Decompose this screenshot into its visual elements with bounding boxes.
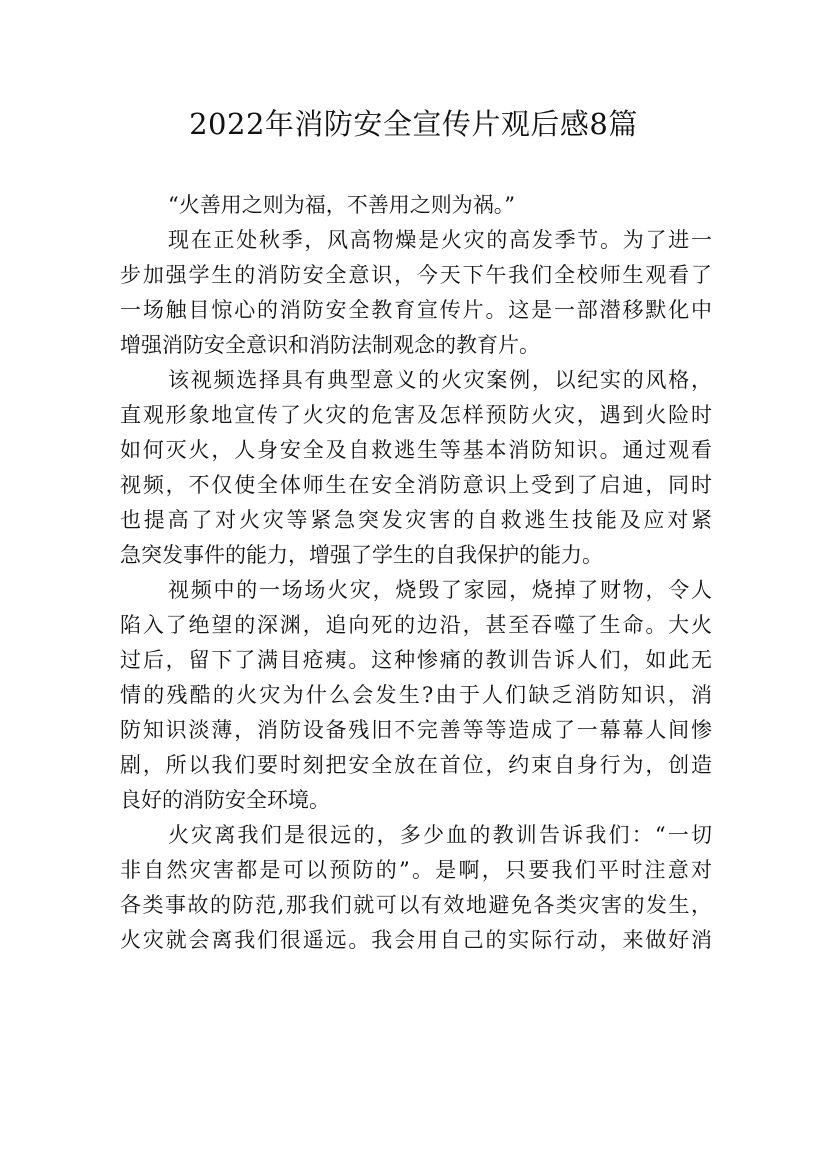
- text-line: 非自然灾害都是可以预防的”。是啊，只要我们平时注意对: [120, 858, 712, 882]
- text-line: 现在正处秋季，风高物燥是火灾的高发季节。为了进一: [168, 228, 712, 252]
- text-line: 如何灭火，人身安全及自救逃生等基本消防知识。通过观看: [120, 438, 712, 462]
- text-line: 火灾离我们是很远的，多少血的教训告诉我们：“一切: [168, 823, 712, 847]
- text-line: 步加强学生的消防安全意识，今天下午我们全校师生观看了: [120, 263, 712, 287]
- text-line: 剧，所以我们要时刻把安全放在首位，约束自身行为，创造: [120, 753, 712, 777]
- text-line: 也提高了对火灾等紧急突发灾害的自救逃生技能及应对紧: [120, 508, 712, 532]
- text-line: 陷入了绝望的深渊，追向死的边沿，甚至吞噬了生命。大火: [120, 613, 712, 637]
- text-line: 良好的消防安全环境。: [120, 788, 330, 812]
- text-line: 情的残酷的火灾为什么会发生?由于人们缺乏消防知识，消: [120, 683, 712, 707]
- text-line: 视频中的一场场火灾，烧毁了家园，烧掉了财物，令人: [168, 578, 712, 602]
- text-line: 防知识淡薄，消防设备残旧不完善等等造成了一幕幕人间惨: [120, 718, 712, 742]
- text-line: 该视频选择具有典型意义的火灾案例，以纪实的风格，: [168, 368, 712, 392]
- text-line: 增强消防安全意识和消防法制观念的教育片。: [120, 333, 540, 357]
- text-line: 各类事故的防范,那我们就可以有效地避免各类灾害的发生，: [120, 893, 712, 917]
- document-title: 2022年消防安全宣传片观后感8篇: [189, 107, 638, 141]
- text-line: “火善用之则为福，不善用之则为祸。”: [168, 193, 515, 217]
- text-line: 一场触目惊心的消防安全教育宣传片。这是一部潜移默化中: [120, 298, 712, 322]
- document-body: [120, 188, 712, 958]
- text-line: 视频，不仅使全体师生在安全消防意识上受到了启迪，同时: [120, 473, 712, 497]
- text-line: 直观形象地宣传了火灾的危害及怎样预防火灾，遇到火险时: [120, 403, 712, 427]
- text-line: 急突发事件的能力，增强了学生的自我保护的能力。: [120, 543, 603, 567]
- text-line: 过后，留下了满目疮痍。这种惨痛的教训告诉人们，如此无: [120, 648, 712, 672]
- text-line: 火灾就会离我们很遥远。我会用自己的实际行动，来做好消: [120, 928, 712, 952]
